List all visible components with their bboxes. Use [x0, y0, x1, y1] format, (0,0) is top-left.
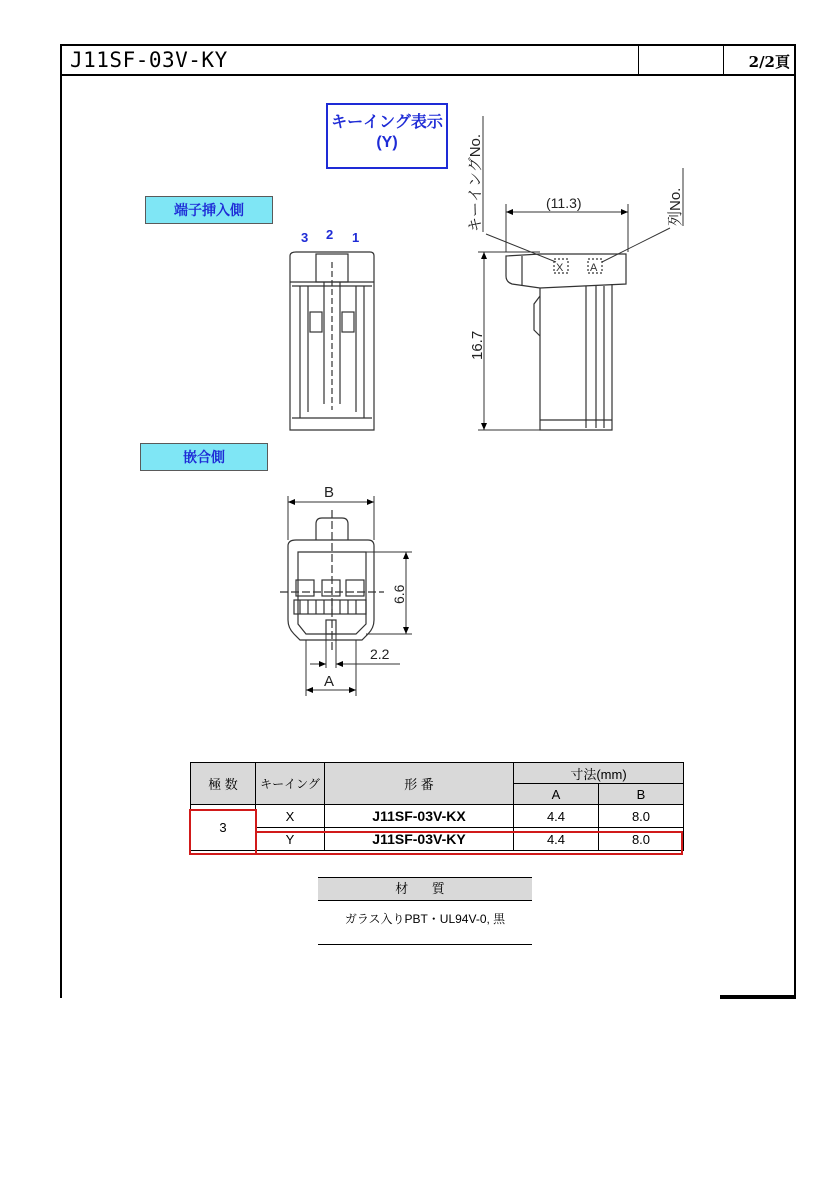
terminal-insert-view [290, 252, 374, 430]
dim-66-label: 6.6 [391, 584, 407, 604]
cell-poles: 3 [191, 805, 256, 851]
th-col-b: B [599, 784, 684, 805]
dim-a-label: A [324, 673, 335, 690]
material-header: 材 質 [318, 877, 532, 901]
pin-number-1: 1 [352, 230, 360, 245]
mating-face-view [280, 510, 384, 650]
row-no-label: 列No. [667, 187, 684, 226]
th-model: 形 番 [325, 763, 514, 805]
page-indicator: 2/2頁 [748, 53, 790, 71]
keying-display-variant: (Y) [376, 134, 398, 151]
th-poles: 極 数 [191, 763, 256, 805]
pin-number-3: 3 [301, 230, 309, 245]
part-number-title: J11SF-03V-KY [70, 48, 228, 72]
key-mark-a: A [590, 262, 598, 274]
material-underline [318, 944, 532, 945]
dim-height-label: 16.7 [469, 330, 486, 360]
row-no-leader [602, 228, 670, 262]
cell-model: J11SF-03V-KY [325, 828, 514, 851]
cell-b: 8.0 [599, 805, 684, 828]
mating-side-label: 嵌合側 [140, 443, 268, 471]
selected-row-highlight [255, 831, 683, 855]
cell-keying: X [256, 805, 325, 828]
material-value: ガラス入りPBT・UL94V-0, 黒 [344, 912, 506, 926]
cell-a: 4.4 [514, 805, 599, 828]
dim-b-label: B [324, 484, 335, 501]
th-keying: キーイング [256, 763, 325, 805]
dim-22-label: 2.2 [370, 646, 390, 662]
keying-no-label: キーイングNo. [467, 133, 484, 232]
poles-highlight [189, 809, 257, 855]
terminal-insert-side-label: 端子挿入側 [145, 196, 273, 224]
cell-keying: Y [256, 828, 325, 851]
table-row [191, 805, 684, 828]
keying-no-leader [486, 234, 556, 262]
keying-display-text: キーイング表示 [331, 114, 443, 131]
cell-b: 8.0 [599, 828, 684, 851]
th-dims: 寸法(mm) [514, 763, 684, 784]
dim-width-label: (11.3) [546, 195, 582, 211]
side-view [506, 254, 626, 430]
cell-model: J11SF-03V-KX [325, 805, 514, 828]
cell-a: 4.4 [514, 828, 599, 851]
pin-number-2: 2 [326, 227, 334, 242]
th-col-a: A [514, 784, 599, 805]
key-mark-x: X [556, 262, 564, 274]
